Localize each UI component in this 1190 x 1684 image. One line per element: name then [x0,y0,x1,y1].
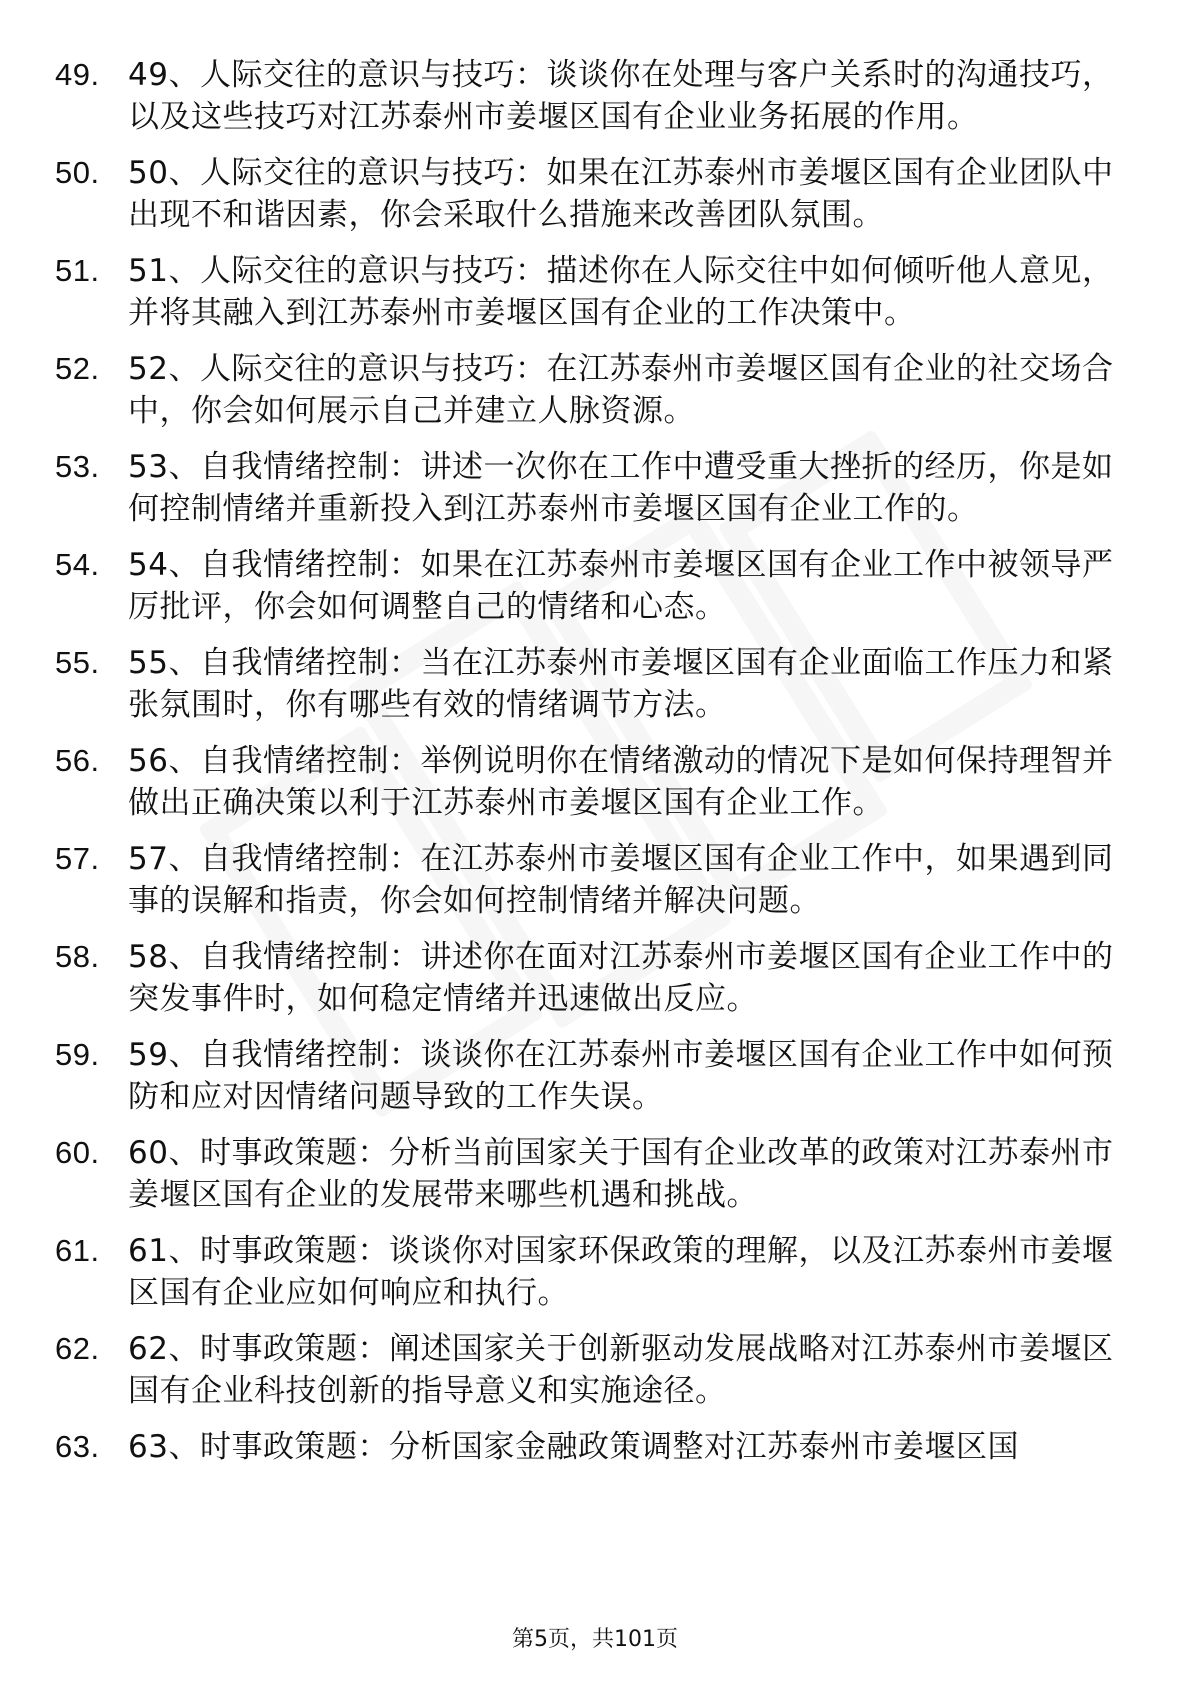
item-text: 56、自我情绪控制：举例说明你在情绪激动的情况下是如何保持理智并做出正确决策以利于江苏泰州市姜堰区国有企业工作。 [128,743,1114,821]
list-item [55,1132,1120,1216]
item-text: 61、时事政策题：谈谈你对国家环保政策的理解，以及江苏泰州市姜堰区国有企业应如何响应和执行。 [128,1233,1114,1311]
list-item [55,1034,1120,1118]
item-text: 57、自我情绪控制：在江苏泰州市姜堰区国有企业工作中，如果遇到同事的误解和指责，你会如何控制情绪并解决问题。 [128,841,1114,919]
item-text: 50、人际交往的意识与技巧：如果在江苏泰州市姜堰区国有企业团队中出现不和谐因素，你会采取什么措施来改善团队氛围。 [128,155,1114,233]
list-item [55,446,1120,530]
list-item [55,544,1120,628]
item-number: 52. [55,351,100,386]
list-item [55,152,1120,236]
item-text: 59、自我情绪控制：谈谈你在江苏泰州市姜堰区国有企业工作中如何预防和应对因情绪问题导致的工作失误。 [128,1037,1114,1115]
item-number: 49. [55,57,100,92]
item-text: 52、人际交往的意识与技巧：在江苏泰州市姜堰区国有企业的社交场合中，你会如何展示自己并建立人脉资源。 [128,351,1114,429]
list-item [55,250,1120,334]
item-number: 63. [55,1429,100,1464]
item-number: 51. [55,253,100,288]
item-number: 54. [55,547,100,582]
list-item [55,1328,1120,1412]
list-item [55,1426,1120,1468]
item-text: 60、时事政策题：分析当前国家关于国有企业改革的政策对江苏泰州市姜堰区国有企业的发展带来哪些机遇和挑战。 [128,1135,1114,1213]
item-number: 58. [55,939,100,974]
item-number: 61. [55,1233,100,1268]
item-text: 63、时事政策题：分析国家金融政策调整对江苏泰州市姜堰区国 [128,1429,1019,1465]
item-text: 53、自我情绪控制：讲述一次你在工作中遭受重大挫折的经历，你是如何控制情绪并重新投入到江苏泰州市姜堰区国有企业工作的。 [128,449,1114,527]
item-number: 59. [55,1037,100,1072]
item-number: 62. [55,1331,100,1366]
list-item [55,348,1120,432]
item-number: 53. [55,449,100,484]
item-text: 49、人际交往的意识与技巧：谈谈你在处理与客户关系时的沟通技巧，以及这些技巧对江苏泰州市姜堰区国有企业业务拓展的作用。 [128,57,1114,135]
list-item [55,54,1120,138]
item-text: 58、自我情绪控制：讲述你在面对江苏泰州市姜堰区国有企业工作中的突发事件时，如何稳定情绪并迅速做出反应。 [128,939,1114,1017]
list-item [55,1230,1120,1314]
page-footer: 第5页，共101页 [512,1627,678,1652]
item-text: 54、自我情绪控制：如果在江苏泰州市姜堰区国有企业工作中被领导严厉批评，你会如何调整自己的情绪和心态。 [128,547,1114,625]
item-text: 55、自我情绪控制：当在江苏泰州市姜堰区国有企业面临工作压力和紧张氛围时，你有哪些有效的情绪调节方法。 [128,645,1114,723]
item-text: 62、时事政策题：阐述国家关于创新驱动发展战略对江苏泰州市姜堰区国有企业科技创新的指导意义和实施途径。 [128,1331,1114,1409]
item-number: 50. [55,155,100,190]
question-list [55,54,1120,1482]
list-item [55,740,1120,824]
item-number: 57. [55,841,100,876]
list-item [55,838,1120,922]
item-number: 56. [55,743,100,778]
item-number: 55. [55,645,100,680]
list-item [55,936,1120,1020]
item-text: 51、人际交往的意识与技巧：描述你在人际交往中如何倾听他人意见，并将其融入到江苏泰州市姜堰区国有企业的工作决策中。 [128,253,1114,331]
list-item [55,642,1120,726]
item-number: 60. [55,1135,100,1170]
